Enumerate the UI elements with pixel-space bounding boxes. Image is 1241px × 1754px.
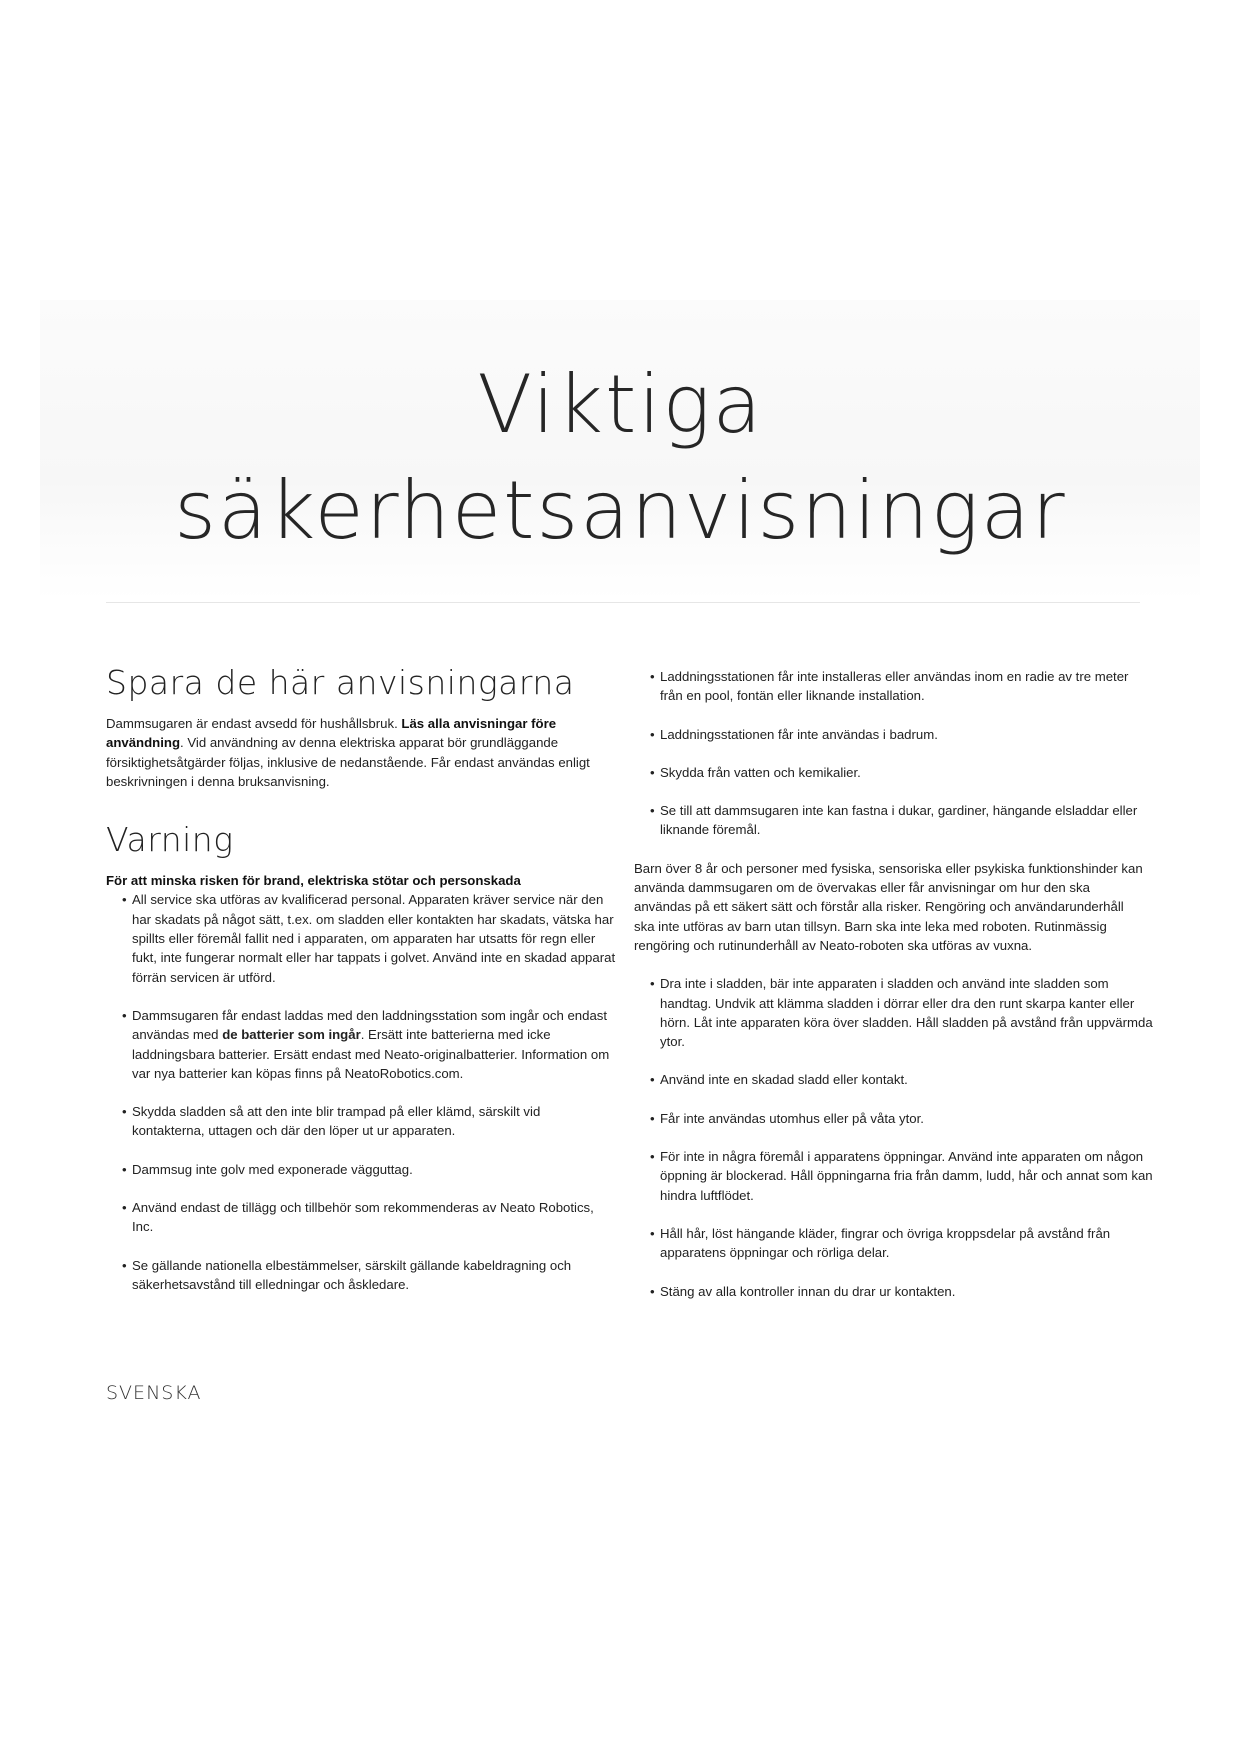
list-item: • Se till att dammsugaren inte kan fastna i dukar, gardiner, hängande elsladdar eller liknande föremål. bbox=[634, 801, 1154, 840]
page-title-line-1: Viktiga bbox=[477, 358, 764, 451]
list-item: • Dammsug inte golv med exponerade vägguttag. bbox=[106, 1160, 616, 1179]
battery-text-bold: de batterier som ingår bbox=[222, 1027, 361, 1043]
intro-bold-text: Läs alla anvisningar före användning bbox=[106, 716, 557, 751]
list-item: • Se gällande nationella elbestämmelser, särskilt gällande kabeldragning och säkerhetsavstånd till elledningar och åskledare. bbox=[106, 1256, 616, 1295]
list-item: • Stäng av alla kontroller innan du drar ur kontakten. bbox=[634, 1282, 1154, 1301]
save-instructions-text bbox=[106, 714, 616, 791]
list-item: • Använd inte en skadad sladd eller kontakt. bbox=[634, 1070, 1154, 1089]
list-item: • Får inte användas utomhus eller på våta ytor. bbox=[634, 1109, 1154, 1128]
page-title-line-2: säkerhetsanvisningar bbox=[174, 464, 1067, 557]
battery-text-1: Dammsugaren får endast laddas med den laddningsstation som ingår och endast användas med bbox=[132, 1007, 608, 1043]
intro-text: Dammsugaren är endast avsedd för hushållsbruk. bbox=[106, 716, 402, 731]
list-item: • Skydda från vatten och kemikalier. bbox=[634, 763, 1154, 782]
list-item: • Använd endast de tillägg och tillbehör som rekommenderas av Neato Robotics, Inc. bbox=[106, 1198, 616, 1237]
intro-rest-text: . Vid användning av denna elektriska apparat bör grundläggande försiktighetsåtgärder följas, inklusive de nedanstående. Får endast användas enligt beskrivningen i denna bruksanvisning. bbox=[106, 735, 590, 789]
save-instructions-heading: Spara de här anvisningarna bbox=[106, 663, 575, 702]
cord-list bbox=[634, 974, 1154, 1301]
warning-heading: Varning bbox=[106, 820, 234, 860]
list-item: • Dra inte i sladden, bär inte apparaten i sladden och använd inte sladden som handtag. Undvik att klämma sladden i dörrar eller dra den runt skarpa kanter eller hörn. Låt inte apparaten köra över sladden. Håll sladden på avstånd från uppvärmda ytor. bbox=[634, 974, 1154, 1051]
list-item: • Skydda sladden så att den inte blir trampad på eller klämd, särskilt vid kontakterna, uttagen och där den löper ut ur apparaten. bbox=[106, 1102, 616, 1141]
language-label: SVENSKA bbox=[106, 1382, 202, 1404]
children-paragraph: Barn över 8 år och personer med fysiska, sensoriska eller psykiska funktionshinder kan använda dammsugaren om de övervakas eller får anvisningar om hur den ska användas på ett säkert sätt och förstår alla risker. Rengöring och användarunderhåll ska inte utföras av barn utan tillsyn. Barn ska inte leka med roboten. Rutinmässig rengöring och rutinunderhåll av Neato-roboten ska utföras av vuxna. bbox=[634, 860, 1143, 953]
list-item: • Laddningsstationen får inte installeras eller användas inom en radie av tre meter från en pool, fontän eller liknande installation. bbox=[634, 667, 1154, 706]
right-column bbox=[634, 667, 1154, 1320]
warning-subheading: För att minska risken för brand, elektriska stötar och personskada bbox=[106, 873, 521, 889]
left-column bbox=[106, 662, 616, 1313]
title-divider bbox=[106, 602, 1140, 603]
list-item: • Håll hår, löst hängande kläder, fingrar och övriga kroppsdelar på avstånd från apparatens öppningar och rörliga delar. bbox=[634, 1224, 1154, 1263]
list-item: • Laddningsstationen får inte användas i badrum. bbox=[634, 725, 1154, 744]
station-list bbox=[634, 667, 1154, 840]
page-title bbox=[0, 352, 1241, 564]
list-item: • För inte in några föremål i apparatens öppningar. Använd inte apparaten om någon öppning är blockerad. Håll öppningarna fria från damm, ludd, hår och annat som kan hindra luftflödet. bbox=[634, 1147, 1154, 1205]
warning-list bbox=[106, 890, 616, 1294]
battery-text-2: . Ersätt inte batterierna med icke laddningsbara batterier. Ersätt endast med Neato-originalbatterier. Information om var nya batterier kan köpas finns på NeatoRobotics.com. bbox=[132, 1027, 610, 1081]
list-item: • All service ska utföras av kvalificerad personal. Apparaten kräver service när den har skadats på något sätt, t.ex. om sladden eller kontakten har skadats, vätska har spillts eller föremål fallit ned i apparaten, om apparaten har utsatts för regn eller fukt, inte fungerar normalt eller har tappats i golvet. Använd inte en skadad apparat förrän servicen är utförd. bbox=[106, 890, 616, 986]
list-item-battery bbox=[106, 1006, 616, 1083]
